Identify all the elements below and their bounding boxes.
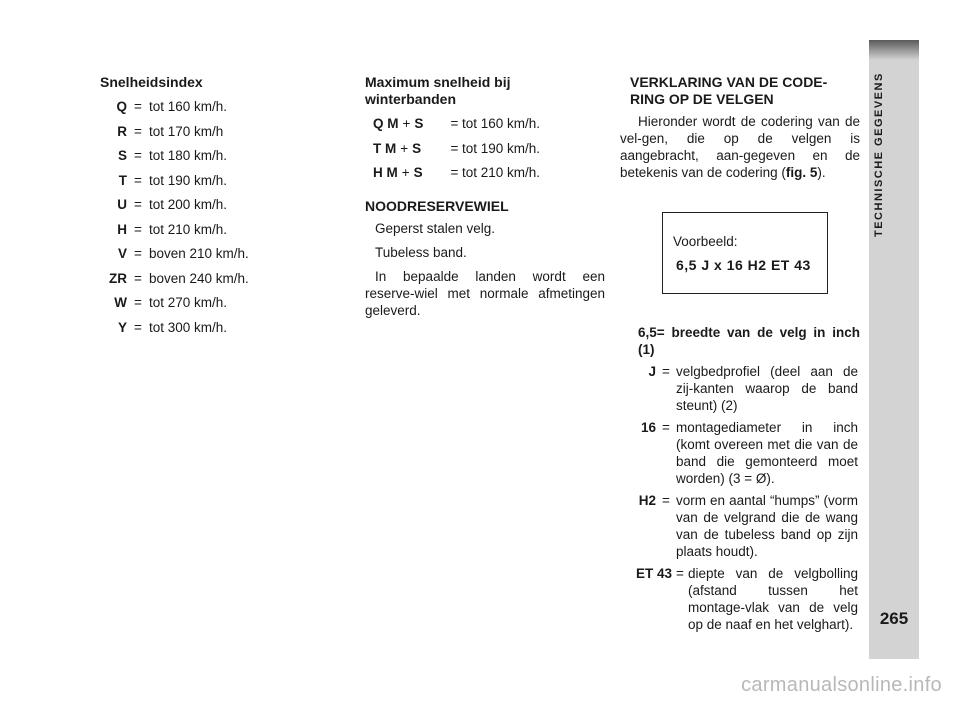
speed-index-row <box>100 221 340 246</box>
winter-code <box>373 140 447 165</box>
legend-code: H2 <box>638 493 656 508</box>
equals-sign: = <box>134 123 142 139</box>
winter-tire-row <box>365 140 605 165</box>
winter-code <box>373 115 447 140</box>
legend-text: velgbedprofiel (deel aan de zij-kanten waarop de band steunt) (2) <box>676 364 858 413</box>
speed-index-row <box>100 245 340 270</box>
winter-code-b: S <box>412 140 422 156</box>
speed-index-row <box>100 123 340 148</box>
equals-sign: = <box>662 364 670 379</box>
rim-coding-intro <box>620 113 860 181</box>
example-box <box>662 212 828 294</box>
speed-code: V <box>117 246 127 261</box>
speed-index-row <box>100 147 340 172</box>
speed-code: Q <box>116 99 127 114</box>
legend-head-eq: = <box>656 325 665 340</box>
winter-value: tot 190 km/h. <box>462 140 541 156</box>
plus-sign: + <box>401 165 410 180</box>
equals-sign: = <box>450 165 459 180</box>
speed-index-row <box>100 172 340 197</box>
winter-code-a: T M <box>373 140 397 156</box>
equals-sign: = <box>134 319 142 335</box>
winter-code-a: Q M <box>373 116 399 131</box>
winter-tire-row <box>365 164 605 189</box>
legend-code: 16 <box>640 420 656 435</box>
rim-coding-section <box>620 74 860 188</box>
equals-sign: = <box>134 197 142 212</box>
legend-code: J <box>648 364 656 379</box>
speed-index-title: Snelheidsindex <box>100 74 203 90</box>
section-title: TECHNISCHE GEGEVENS <box>873 72 885 237</box>
equals-sign: = <box>662 493 670 508</box>
legend-head-text: breedte van de velg in inch (1) <box>638 325 860 357</box>
legend-row <box>620 419 860 487</box>
winter-value: tot 210 km/h. <box>462 165 541 180</box>
winter-tires-title-line2: winterbanden <box>365 91 457 107</box>
winter-tire-row <box>365 115 605 140</box>
equals-sign: = <box>662 420 670 435</box>
speed-value: tot 200 km/h. <box>149 197 228 212</box>
winter-code-b: S <box>413 165 423 180</box>
plus-sign: + <box>400 140 409 156</box>
equals-sign: = <box>676 566 684 581</box>
speed-index-row <box>100 294 340 319</box>
speed-code: W <box>114 295 127 310</box>
plus-sign: + <box>402 116 411 131</box>
equals-sign: = <box>134 172 142 188</box>
rim-coding-intro-end: ). <box>817 165 826 180</box>
speed-index-row <box>100 319 340 344</box>
sidebar-gradient <box>869 40 919 60</box>
legend-code: ET 43 <box>635 566 672 581</box>
rim-coding-legend <box>620 324 860 633</box>
example-code: 6,5 J x 16 H2 ET 43 <box>676 257 811 273</box>
equals-sign: = <box>134 99 142 114</box>
legend-head-code: 6,5 <box>638 325 657 340</box>
page-number: 265 <box>879 609 909 628</box>
legend-text: diepte van de velgbolling (afstand tussen het montage-vlak van de velg op de naaf en het velghart). <box>688 566 858 632</box>
equals-sign: = <box>134 246 142 261</box>
speed-index-row <box>100 270 340 295</box>
winter-code <box>373 164 447 189</box>
speed-value: boven 240 km/h. <box>149 270 249 286</box>
winter-code-a: H M <box>373 165 398 180</box>
winter-tires-section <box>365 74 605 326</box>
equals-sign: = <box>134 270 142 286</box>
winter-tires-table <box>365 115 605 189</box>
speed-code: T <box>118 172 127 188</box>
spare-wheel-paragraph-1: Geperst stalen velg. <box>375 220 496 236</box>
legend-text: montagediameter in inch (komt overeen met die van de band die gemonteerd moet worden) (3 = Ø). <box>676 420 858 486</box>
equals-sign: = <box>134 295 142 310</box>
speed-index-row <box>100 98 340 123</box>
speed-index-section <box>100 74 340 343</box>
winter-value: tot 160 km/h. <box>462 116 541 131</box>
legend-rows <box>620 363 860 633</box>
speed-code: Y <box>117 319 127 335</box>
equals-sign: = <box>450 140 459 156</box>
speed-value: tot 160 km/h. <box>149 99 228 114</box>
figure-reference: fig. 5 <box>785 165 818 180</box>
legend-row <box>620 363 860 414</box>
winter-code-b: S <box>414 116 424 131</box>
legend-head <box>620 324 860 358</box>
equals-sign: = <box>134 148 142 163</box>
example-label: Voorbeeld: <box>673 234 738 249</box>
speed-value: tot 170 km/h <box>149 123 224 139</box>
speed-code: S <box>117 148 127 163</box>
speed-code: H <box>117 221 127 237</box>
speed-value: tot 190 km/h. <box>149 172 228 188</box>
rim-coding-title-line1: VERKLARING VAN DE CODE- <box>630 74 828 90</box>
speed-value: tot 180 km/h. <box>149 148 228 163</box>
speed-value: boven 210 km/h. <box>149 246 249 261</box>
speed-value: tot 210 km/h. <box>149 221 228 237</box>
speed-code: U <box>117 197 127 212</box>
winter-tires-title-line1: Maximum snelheid bij <box>365 74 511 90</box>
legend-row <box>620 492 860 560</box>
speed-code: ZR <box>109 270 127 286</box>
rim-coding-intro-text: Hieronder wordt de codering van de vel-gen, die op de velgen is aangebracht, aan-gegeven en de betekenis van de codering ( <box>620 114 860 180</box>
legend-text: vorm en aantal “humps” (vorm van de velgrand die de wang van de tubeless band op zijn plaats houdt). <box>676 493 858 559</box>
spare-wheel-paragraph-2: Tubeless band. <box>375 244 467 260</box>
speed-value: tot 270 km/h. <box>149 295 228 310</box>
equals-sign: = <box>450 116 459 131</box>
equals-sign: = <box>134 221 142 237</box>
watermark: carmanualsonline.info <box>741 674 942 696</box>
spare-wheel-paragraph-3: In bepaalde landen wordt een reserve-wiel met normale afmetingen geleverd. <box>365 268 605 318</box>
legend-row <box>620 565 860 633</box>
speed-value: tot 300 km/h. <box>149 319 228 335</box>
spare-wheel-title: NOODRESERVEWIEL <box>365 197 509 214</box>
rim-coding-title-line2: RING OP DE VELGEN <box>630 91 774 107</box>
speed-code: R <box>117 123 127 139</box>
speed-index-table <box>100 98 340 343</box>
speed-index-row <box>100 196 340 221</box>
